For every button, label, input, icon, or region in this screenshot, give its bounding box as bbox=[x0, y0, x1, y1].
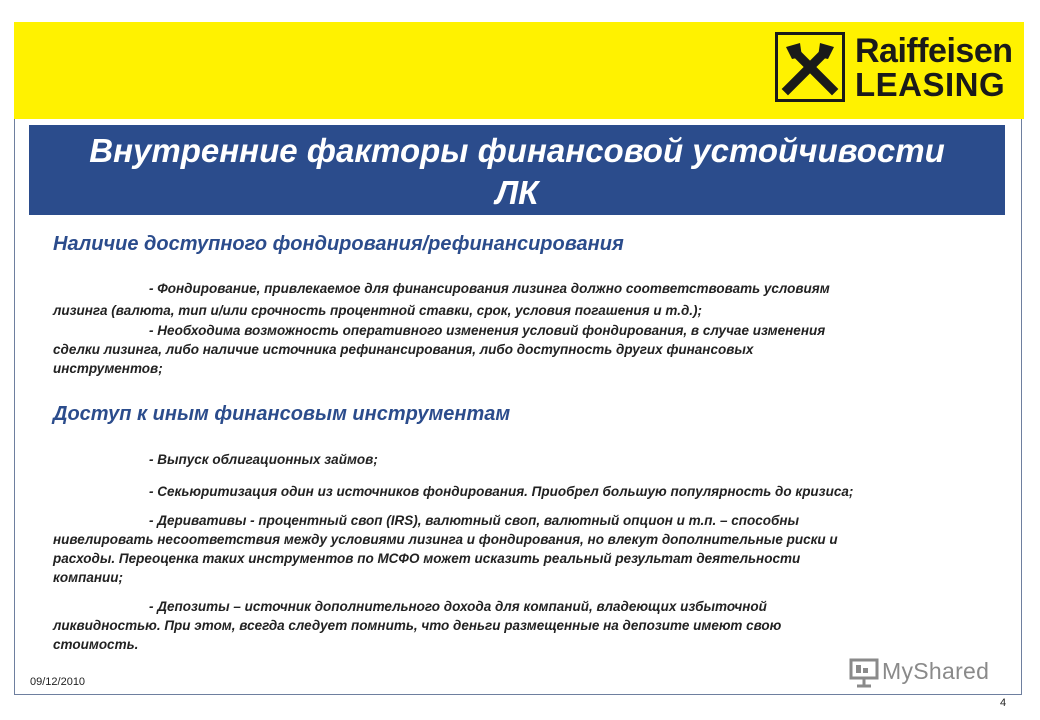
funding-point-1a: - Фондирование, привлекаемое для финансирования лизинга должно соответствовать условиям bbox=[149, 281, 830, 296]
slide-title bbox=[29, 125, 1005, 215]
watermark-text: MyShared bbox=[882, 658, 990, 684]
derivatives-line-c: расходы. Переоценка таких инструментов по МСФО может исказить реальный результат деятельности bbox=[53, 551, 801, 566]
funding-point-2c: инструментов; bbox=[53, 361, 163, 376]
title-line-1: Внутренние факторы финансовой устойчивости bbox=[89, 132, 945, 169]
page-number: 4 bbox=[1000, 697, 1007, 709]
footer-date: 09/12/2010 bbox=[30, 676, 86, 688]
myshared-watermark bbox=[848, 656, 1008, 692]
funding-point-2a: - Необходима возможность оперативного изменения условий фондирования, в случае изменения bbox=[149, 323, 826, 338]
instruments-point-3 bbox=[53, 511, 1003, 587]
raiffeisen-logo bbox=[775, 32, 1017, 102]
securitization-item: - Секьюритизация один из источников фондирования. Приобрел большую популярность до кризиса; bbox=[149, 484, 854, 499]
funding-paragraphs bbox=[53, 279, 1003, 378]
instruments-point-2 bbox=[53, 482, 1003, 501]
section-heading-funding: Наличие доступного фондирования/рефинансирования bbox=[53, 233, 624, 255]
presentation-icon bbox=[848, 658, 880, 688]
derivatives-line-d: компании; bbox=[53, 570, 123, 585]
funding-point-2b: сделки лизинга, либо наличие источника рефинансирования, либо доступность других финансовых bbox=[53, 342, 754, 357]
deposits-line-c: стоимость. bbox=[53, 637, 139, 652]
derivatives-line-b: нивелировать несоответствия между условиями лизинга и фондирования, но влекут дополнительные риски и bbox=[53, 532, 838, 547]
instruments-point-1 bbox=[53, 450, 1003, 469]
deposits-line-b: ликвидностью. При этом, всегда следует помнить, что деньги размещенные на депозите имеют свою bbox=[53, 618, 782, 633]
logo-text-raiffeisen: Raiffeisen bbox=[855, 32, 1013, 70]
title-line-2: ЛК bbox=[495, 174, 539, 211]
logo-text-leasing: LEASING bbox=[855, 66, 1006, 103]
instruments-point-4 bbox=[53, 597, 1003, 654]
section-heading-instruments: Доступ к иным финансовым инструментам bbox=[53, 403, 511, 425]
deposits-line-a: - Депозиты – источник дополнительного дохода для компаний, владеющих избыточной bbox=[149, 599, 767, 614]
funding-point-1b: лизинга (валюта, тип и/или срочность процентной ставки, срок, условия погашения и т.д.); bbox=[53, 303, 703, 318]
derivatives-line-a: - Деривативы - процентный своп (IRS), валютный своп, валютный опцион и т.п. – способны bbox=[149, 513, 800, 528]
crossed-horses-icon bbox=[775, 32, 845, 102]
bonds-item: - Выпуск облигационных займов; bbox=[149, 452, 378, 467]
